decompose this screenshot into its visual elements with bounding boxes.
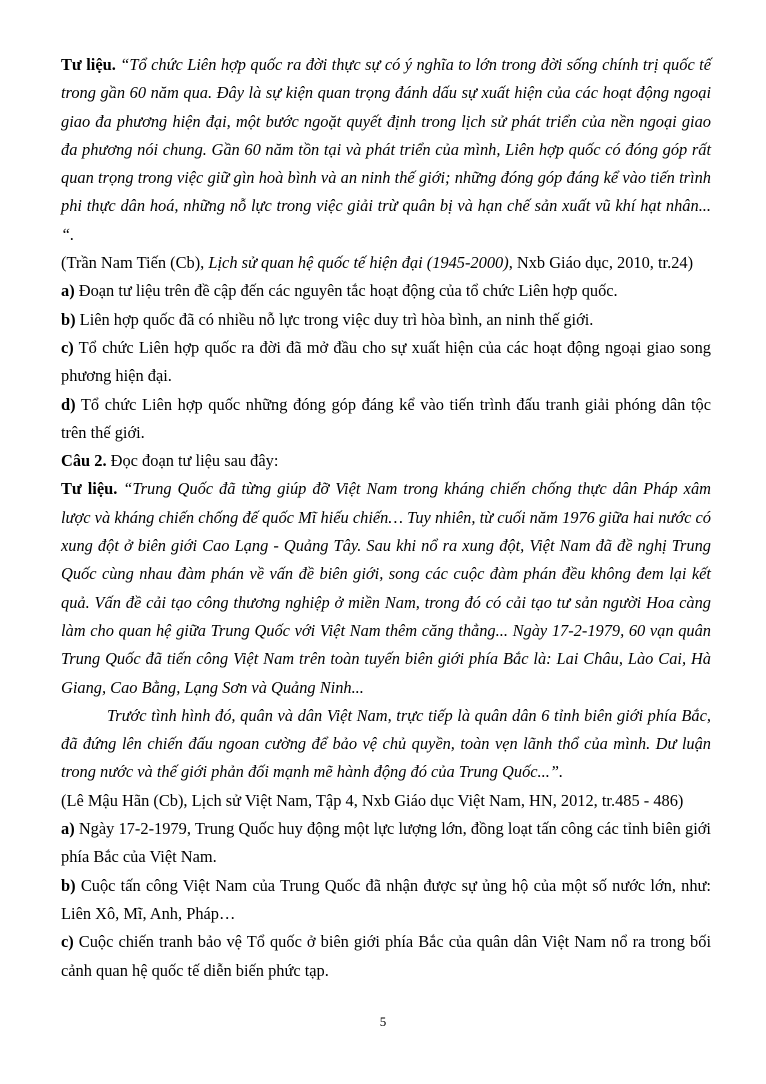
passage-1	[61, 51, 711, 249]
passage-2	[61, 475, 711, 701]
q1-statement-a: a) Đoạn tư liệu trên đề cập đến các nguyên tắc hoạt động của tổ chức Liên hợp quốc.	[61, 281, 618, 301]
q1-statement-b: b) Liên hợp quốc đã có nhiều nỗ lực trong việc duy trì hòa bình, an ninh thế giới.	[61, 309, 594, 329]
q1-statement-c: c) Tổ chức Liên hợp quốc ra đời đã mở đầu cho sự xuất hiện của các hoạt động ngoại giao song phương hiện đại.	[61, 337, 711, 386]
passage-2-source: (Lê Mậu Hãn (Cb), Lịch sử Việt Nam, Tập 4, Nxb Giáo dục Việt Nam, HN, 2012, tr.485 - 486)	[61, 790, 684, 810]
question-2-heading: Câu 2. Đọc đoạn tư liệu sau đây:	[61, 451, 279, 471]
passage-2-label: Tư liệu.	[61, 479, 118, 499]
q2-statement-b: b) Cuộc tấn công Việt Nam của Trung Quốc đã nhận được sự ủng hộ của một số nước lớn, như: Liên Xô, Mĩ, Anh, Pháp…	[61, 875, 711, 923]
document-page	[61, 51, 711, 985]
q2-statement-a: a) Ngày 17-2-1979, Trung Quốc huy động một lực lượng lớn, đồng loạt tấn công các tỉnh biên giới phía Bắc của Việt Nam.	[61, 819, 711, 867]
q1-statement-d: d) Tổ chức Liên hợp quốc những đóng góp đáng kể vào tiến trình đấu tranh giải phóng dân tộc trên thế giới.	[61, 394, 711, 442]
passage-1-source	[61, 249, 711, 277]
passage-2-quote-p1: “Trung Quốc đã từng giúp đỡ Việt Nam trong kháng chiến chống thực dân Pháp xâm lược và kháng chiến chống đế quốc Mĩ hiếu chiến… Tuy nhiên, từ cuối năm 1976 giữa hai nước có xung đột ở biên giới Cao Lạng - Quảng Tây. Sau khi nổ ra xung đột, Việt Nam đã đề nghị Trung Quốc cùng nhau đàm phán về vấn đề biên giới, song các cuộc đàm phán đều không đem lại kết quả. Vấn đề cải tạo công thương nghiệp ở miền Nam, trong đó có cải tạo tư sản người Hoa càng làm cho quan hệ giữa Trung Quốc với Việt Nam thêm căng thẳng... Ngày 17-2-1979, 60 vạn quân Trung Quốc đã tiến công Việt Nam trên toàn tuyến biên giới phía Bắc là: Lai Châu, Lào Cai, Hà Giang, Cao Bằng, Lạng Sơn và Quảng Ninh...	[61, 479, 711, 697]
passage-1-quote: “Tổ chức Liên hợp quốc ra đời thực sự có ý nghĩa to lớn trong đời sống chính trị quốc tế trong gần 60 năm qua. Đây là sự kiện quan trọng đánh dấu sự xuất hiện của các hoạt động ngoại giao đa phương hiện đại, một bước ngoặt quyết định trong lịch sử phát triển của nền ngoại giao đa phương nói chung. Gần 60 năm tồn tại và phát triển của mình, Liên hợp quốc có đóng góp rất quan trọng trong việc giữ gìn hoà bình và an ninh thế giới; những đóng góp đáng kể vào tiến trình phi thực dân hoá, những nỗ lực trong việc giải trừ quân bị và hạn chế sản xuất vũ khí hạt nhân... “.	[61, 55, 711, 244]
source-title: Lịch sử quan hệ quốc tế hiện đại (1945-2000)	[208, 253, 509, 273]
passage-2-quote-p2: Trước tình hình đó, quân và dân Việt Nam, trực tiếp là quân dân 6 tỉnh biên giới phía Bắc, đã đứng lên chiến đấu ngoan cường để bảo vệ chủ quyền, toàn vẹn lãnh thổ của mình. Dư luận trong nước và thế giới phản đối mạnh mẽ hành động đó của Trung Quốc...”.	[61, 705, 711, 782]
passage-1-label: Tư liệu.	[61, 55, 116, 74]
source-author: (Trần Nam Tiến (Cb),	[61, 253, 209, 273]
q2-statement-c: c) Cuộc chiến tranh bảo vệ Tổ quốc ở biên giới phía Bắc của quân dân Việt Nam nổ ra trong bối cảnh quan hệ quốc tế diễn biến phức tạp.	[61, 932, 711, 980]
page-number: 5	[379, 1014, 387, 1029]
source-publisher: , Nxb Giáo dục, 2010, tr.24)	[508, 253, 694, 273]
